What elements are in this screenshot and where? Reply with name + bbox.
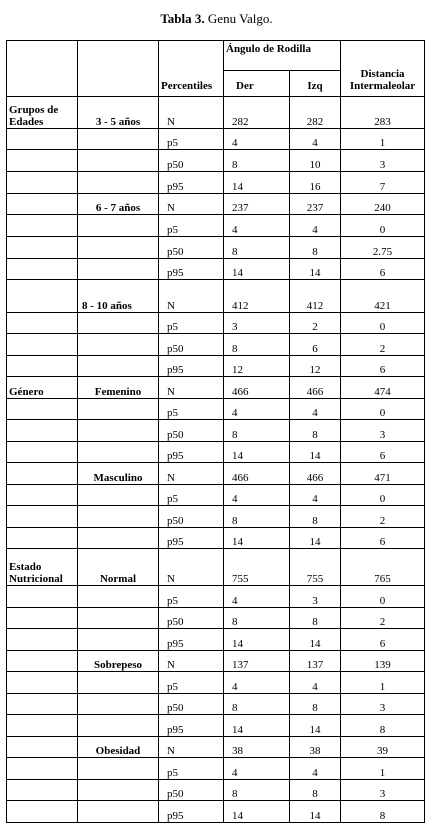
der-value-cell: 4 [224,215,290,237]
table-row [7,651,425,672]
distancia-value-cell: 471 [341,463,425,485]
der-value-cell: 12 [224,356,290,377]
distancia-value-cell: 6 [341,356,425,377]
table-row [7,442,425,463]
subgroup-cell: Normal [78,549,159,586]
table-row [7,399,425,420]
der-value-cell: 8 [224,608,290,629]
genu-valgo-table [6,40,425,823]
der-value-cell: 8 [224,506,290,528]
der-value-cell: 3 [224,313,290,334]
distancia-value-cell: 2 [341,506,425,528]
izq-value-cell: 4 [290,672,341,694]
izq-value-cell: 412 [290,280,341,313]
percentile-cell: p95 [159,172,224,194]
group-cell: Grupos de Edades [7,97,78,129]
percentile-cell: p50 [159,150,224,172]
izq-value-cell: 14 [290,528,341,549]
der-value-cell: 137 [224,651,290,672]
der-value-cell: 237 [224,194,290,215]
group-cell [7,715,78,737]
der-value-cell: 14 [224,259,290,280]
izq-value-cell: 10 [290,150,341,172]
percentile-cell: N [159,737,224,758]
subgroup-cell [78,715,159,737]
percentile-cell: p5 [159,215,224,237]
table-row [7,334,425,356]
group-cell [7,420,78,442]
table-row [7,150,425,172]
percentile-cell: p95 [159,442,224,463]
table-row [7,420,425,442]
izq-value-cell: 38 [290,737,341,758]
izq-value-cell: 14 [290,715,341,737]
percentile-cell: p95 [159,715,224,737]
table-row [7,313,425,334]
header-percentiles: Percentiles [159,41,224,97]
izq-value-cell: 466 [290,377,341,399]
distancia-value-cell: 39 [341,737,425,758]
header-angulo: Ángulo de Rodilla [224,41,341,71]
group-cell [7,737,78,758]
distancia-value-cell: 765 [341,549,425,586]
subgroup-cell [78,334,159,356]
izq-value-cell: 282 [290,97,341,129]
group-cell [7,586,78,608]
header-distancia: Distancia Intermaleolar [341,41,425,97]
distancia-value-cell: 3 [341,694,425,715]
distancia-value-cell: 6 [341,629,425,651]
table-row [7,586,425,608]
table-row [7,801,425,823]
izq-value-cell: 16 [290,172,341,194]
izq-value-cell: 14 [290,259,341,280]
der-value-cell: 4 [224,586,290,608]
percentile-cell: N [159,651,224,672]
subgroup-cell [78,172,159,194]
distancia-value-cell: 240 [341,194,425,215]
percentile-cell: p50 [159,420,224,442]
subgroup-cell [78,528,159,549]
distancia-value-cell: 2.75 [341,237,425,259]
subgroup-cell [78,694,159,715]
distancia-value-cell: 1 [341,672,425,694]
percentile-cell: p5 [159,399,224,420]
group-cell: Estado Nutricional [7,549,78,586]
group-cell [7,313,78,334]
distancia-value-cell: 7 [341,172,425,194]
distancia-value-cell: 3 [341,150,425,172]
header-izq: Izq [290,71,341,97]
subgroup-cell [78,629,159,651]
subgroup-cell: 8 - 10 años [78,280,159,313]
distancia-value-cell: 0 [341,215,425,237]
subgroup-cell: Sobrepeso [78,651,159,672]
table-row [7,237,425,259]
der-value-cell: 14 [224,801,290,823]
distancia-value-cell: 0 [341,485,425,506]
distancia-value-cell: 1 [341,758,425,780]
subgroup-cell [78,129,159,150]
der-value-cell: 4 [224,758,290,780]
group-cell [7,334,78,356]
der-value-cell: 8 [224,150,290,172]
izq-value-cell: 8 [290,237,341,259]
subgroup-cell [78,399,159,420]
group-cell: Género [7,377,78,399]
izq-value-cell: 6 [290,334,341,356]
header-row-1 [7,41,425,71]
percentile-cell: p95 [159,259,224,280]
izq-value-cell: 8 [290,780,341,801]
izq-value-cell: 14 [290,801,341,823]
percentile-cell: N [159,97,224,129]
percentile-cell: p95 [159,528,224,549]
distancia-value-cell: 3 [341,780,425,801]
der-value-cell: 8 [224,420,290,442]
der-value-cell: 4 [224,399,290,420]
subgroup-cell [78,259,159,280]
der-value-cell: 14 [224,528,290,549]
distancia-value-cell: 3 [341,420,425,442]
izq-value-cell: 8 [290,694,341,715]
distancia-value-cell: 283 [341,97,425,129]
distancia-value-cell: 2 [341,608,425,629]
group-cell [7,463,78,485]
table-row [7,463,425,485]
der-value-cell: 8 [224,237,290,259]
percentile-cell: p95 [159,356,224,377]
group-cell [7,651,78,672]
subgroup-cell [78,215,159,237]
percentile-cell: p95 [159,801,224,823]
der-value-cell: 755 [224,549,290,586]
der-value-cell: 38 [224,737,290,758]
izq-value-cell: 3 [290,586,341,608]
subgroup-cell [78,672,159,694]
group-cell [7,694,78,715]
distancia-value-cell: 2 [341,334,425,356]
distancia-value-cell: 6 [341,528,425,549]
group-cell [7,629,78,651]
distancia-value-cell: 0 [341,313,425,334]
caption-title: Genu Valgo. [207,11,273,26]
percentile-cell: p50 [159,334,224,356]
percentile-cell: p50 [159,608,224,629]
der-value-cell: 14 [224,715,290,737]
izq-value-cell: 4 [290,129,341,150]
table-row [7,129,425,150]
percentile-cell: N [159,549,224,586]
subgroup-cell: Obesidad [78,737,159,758]
table-row [7,280,425,313]
table-row [7,97,425,129]
table-row [7,215,425,237]
subgroup-cell [78,420,159,442]
izq-value-cell: 237 [290,194,341,215]
table-row [7,549,425,586]
der-value-cell: 4 [224,485,290,506]
der-value-cell: 8 [224,694,290,715]
percentile-cell: N [159,377,224,399]
subgroup-cell [78,356,159,377]
distancia-value-cell: 0 [341,399,425,420]
group-cell [7,780,78,801]
der-value-cell: 466 [224,377,290,399]
subgroup-cell [78,237,159,259]
izq-value-cell: 755 [290,549,341,586]
der-value-cell: 14 [224,442,290,463]
group-cell [7,129,78,150]
group-cell [7,237,78,259]
izq-value-cell: 8 [290,608,341,629]
izq-value-cell: 4 [290,399,341,420]
izq-value-cell: 12 [290,356,341,377]
der-value-cell: 8 [224,780,290,801]
izq-value-cell: 4 [290,758,341,780]
subgroup-cell [78,801,159,823]
der-value-cell: 412 [224,280,290,313]
table-row [7,485,425,506]
table-row [7,737,425,758]
subgroup-cell [78,150,159,172]
izq-value-cell: 137 [290,651,341,672]
group-cell [7,528,78,549]
header-empty-subgroup [78,41,159,97]
der-value-cell: 14 [224,172,290,194]
table-row [7,780,425,801]
subgroup-cell [78,442,159,463]
table-row [7,629,425,651]
table-row [7,194,425,215]
izq-value-cell: 4 [290,215,341,237]
percentile-cell: p95 [159,629,224,651]
group-cell [7,608,78,629]
subgroup-cell: Femenino [78,377,159,399]
subgroup-cell [78,780,159,801]
group-cell [7,150,78,172]
table-row [7,608,425,629]
der-value-cell: 4 [224,129,290,150]
percentile-cell: p5 [159,586,224,608]
group-cell [7,280,78,313]
subgroup-cell [78,758,159,780]
percentile-cell: p5 [159,758,224,780]
subgroup-cell: 6 - 7 años [78,194,159,215]
izq-value-cell: 14 [290,629,341,651]
table-row [7,715,425,737]
subgroup-cell [78,485,159,506]
table-row [7,694,425,715]
table-row [7,356,425,377]
der-value-cell: 14 [224,629,290,651]
group-cell [7,215,78,237]
percentile-cell: p50 [159,780,224,801]
table-row [7,172,425,194]
distancia-value-cell: 139 [341,651,425,672]
der-value-cell: 466 [224,463,290,485]
der-value-cell: 282 [224,97,290,129]
distancia-value-cell: 6 [341,442,425,463]
header-der: Der [224,71,290,97]
subgroup-cell [78,586,159,608]
percentile-cell: p5 [159,313,224,334]
percentile-cell: p5 [159,672,224,694]
table-row [7,506,425,528]
subgroup-cell [78,506,159,528]
distancia-value-cell: 0 [341,586,425,608]
percentile-cell: p50 [159,237,224,259]
izq-value-cell: 466 [290,463,341,485]
group-cell [7,356,78,377]
caption-label: Tabla 3. [160,11,205,26]
header-empty-group [7,41,78,97]
distancia-value-cell: 8 [341,801,425,823]
table-caption [0,11,433,27]
percentile-cell: p5 [159,129,224,150]
table-row [7,259,425,280]
subgroup-cell [78,608,159,629]
subgroup-cell [78,313,159,334]
percentile-cell: p5 [159,485,224,506]
group-cell [7,801,78,823]
percentile-cell: N [159,463,224,485]
der-value-cell: 8 [224,334,290,356]
group-cell [7,485,78,506]
group-cell [7,399,78,420]
group-cell [7,442,78,463]
der-value-cell: 4 [224,672,290,694]
distancia-value-cell: 421 [341,280,425,313]
distancia-value-cell: 6 [341,259,425,280]
distancia-value-cell: 1 [341,129,425,150]
izq-value-cell: 14 [290,442,341,463]
izq-value-cell: 8 [290,420,341,442]
distancia-value-cell: 474 [341,377,425,399]
distancia-value-cell: 8 [341,715,425,737]
subgroup-cell: 3 - 5 años [78,97,159,129]
group-cell [7,259,78,280]
percentile-cell: p50 [159,694,224,715]
table-row [7,758,425,780]
izq-value-cell: 8 [290,506,341,528]
table-row [7,672,425,694]
group-cell [7,194,78,215]
group-cell [7,172,78,194]
group-cell [7,758,78,780]
table-row [7,528,425,549]
group-cell [7,672,78,694]
table-row [7,377,425,399]
percentile-cell: N [159,194,224,215]
izq-value-cell: 4 [290,485,341,506]
group-cell [7,506,78,528]
izq-value-cell: 2 [290,313,341,334]
subgroup-cell: Masculino [78,463,159,485]
percentile-cell: p50 [159,506,224,528]
percentile-cell: N [159,280,224,313]
